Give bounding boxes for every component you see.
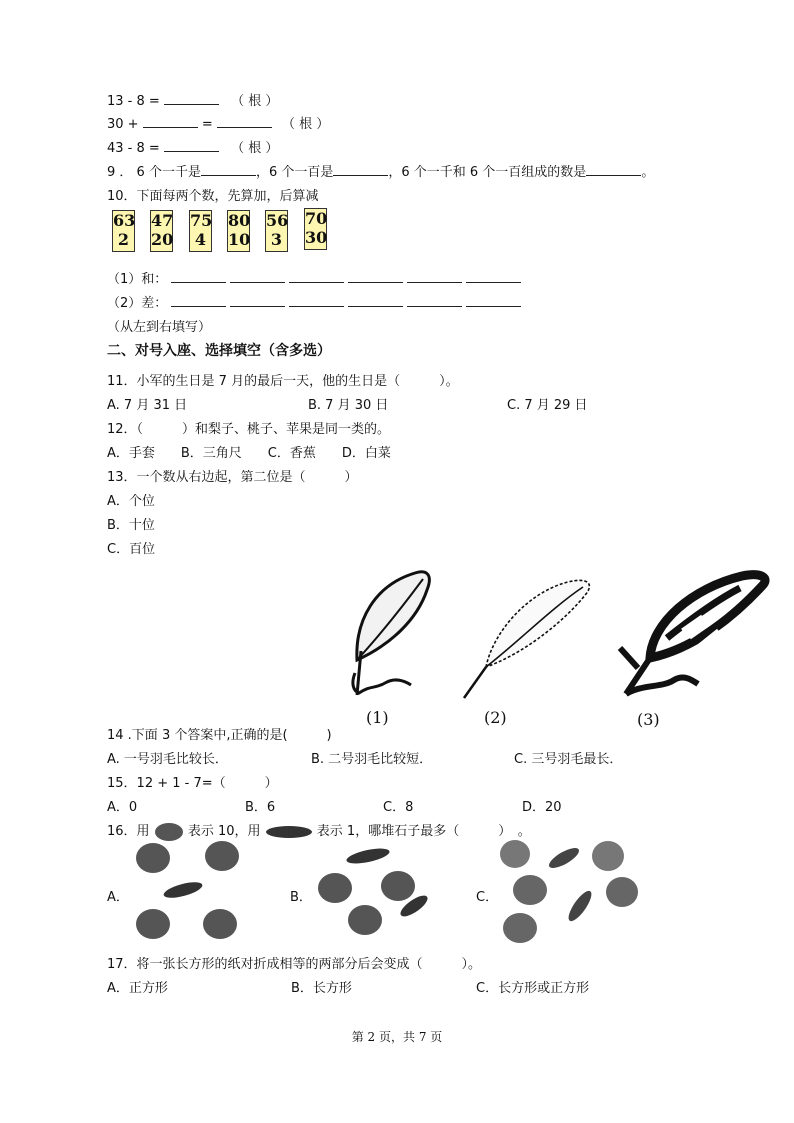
feather-caption-3: (3) [637, 710, 660, 729]
difference-label: （2）差： [107, 296, 168, 311]
unit-label: （ 根 ） [231, 141, 279, 156]
stone-pile-a-icon [128, 838, 253, 946]
difference-row [107, 292, 525, 311]
question-text: ，6 个一百是 [255, 165, 334, 180]
question-15-text: 15．12 + 1 - 7=（ ） [107, 776, 278, 791]
answer-blank[interactable] [201, 163, 256, 176]
question-text: ，6 个一千和 6 个一百组成的数是 [388, 165, 587, 180]
option-c[interactable]: C. 7 月 29 日 [507, 398, 588, 413]
number-card: 80 10 [227, 210, 250, 252]
answer-blank[interactable] [171, 270, 226, 283]
answer-blank[interactable] [407, 294, 462, 307]
option-a[interactable]: A．正方形 [107, 981, 168, 996]
question-12-options[interactable]: A．手套 B．三角尺 C．香蕉 D．白菜 [107, 446, 391, 461]
option-d[interactable]: D．20 [522, 800, 562, 815]
option-c[interactable]: C. 三号羽毛最长． [514, 752, 623, 767]
option-a[interactable]: A．0 [107, 800, 138, 815]
answer-blank[interactable] [348, 270, 403, 283]
unit-label: （ 根 ） [231, 94, 279, 109]
option-a[interactable]: A． [107, 890, 129, 905]
answer-blank[interactable] [348, 294, 403, 307]
equation-text: 30 + [107, 117, 139, 132]
answer-blank[interactable] [289, 270, 344, 283]
number-card: 70 30 [304, 208, 327, 250]
sum-label: （1）和： [107, 272, 168, 287]
answer-blank[interactable] [171, 294, 226, 307]
answer-blank[interactable] [407, 270, 462, 283]
question-text: 。 [641, 165, 655, 180]
answer-blank[interactable] [466, 270, 521, 283]
answer-blank[interactable] [230, 294, 285, 307]
option-a[interactable]: A. 7 月 31 日 [107, 398, 188, 413]
question-12-text: 12．（ ）和梨子、桃子、苹果是同一类的。 [107, 422, 391, 437]
feather-caption-1: (1) [366, 708, 389, 727]
question-10-text: 10．下面每两个数，先算加，后算减 [107, 189, 319, 204]
question-13-text: 13．一个数从右边起，第二位是（ ） [107, 470, 358, 485]
option-c[interactable]: C．百位 [107, 542, 156, 557]
question-9 [107, 161, 654, 180]
option-c[interactable]: C．8 [383, 800, 414, 815]
answer-blank[interactable] [143, 115, 198, 128]
option-b[interactable]: B．长方形 [291, 981, 352, 996]
answer-blank[interactable] [164, 139, 219, 152]
question-text: 表示 1，哪堆石子最多（ ） 。 [316, 824, 531, 839]
answer-blank[interactable] [217, 115, 272, 128]
answer-blank[interactable] [289, 294, 344, 307]
question-11-text: 11．小军的生日是 7 月的最后一天，他的生日是（ ）。 [107, 374, 459, 389]
option-c[interactable]: C． [476, 890, 499, 905]
option-a[interactable]: A. 一号羽毛比较长． [107, 752, 228, 767]
sum-row [107, 268, 525, 287]
option-a[interactable]: A．个位 [107, 494, 155, 509]
equation-line-3 [107, 137, 278, 156]
small-stone-icon [265, 823, 313, 841]
question-text: 9 ． 6 个一千是 [107, 165, 201, 180]
answer-blank[interactable] [466, 294, 521, 307]
option-b[interactable]: B．十位 [107, 518, 155, 533]
stone-pile-b-icon [310, 842, 440, 942]
number-card: 63 2 [112, 210, 135, 252]
page-footer: 第 2 页，共 7 页 [351, 1030, 443, 1044]
option-b[interactable]: B. 二号羽毛比较短． [311, 752, 433, 767]
question-17-text: 17．将一张长方形的纸对折成相等的两部分后会变成（ ）。 [107, 957, 482, 972]
section-title: 二、对号入座、选择填空（含多选） [107, 343, 331, 359]
equation-line-2 [107, 113, 329, 132]
stone-pile-c-icon [498, 834, 638, 946]
number-card: 56 3 [265, 210, 288, 252]
answer-blank[interactable] [164, 92, 219, 105]
question-text: 16．用 [107, 824, 150, 839]
equation-text: 43 - 8 = [107, 141, 160, 156]
question-14-text: 14 .下面 3 个答案中,正确的是( ) [107, 728, 332, 743]
option-b[interactable]: B．6 [245, 800, 276, 815]
answer-blank[interactable] [586, 163, 641, 176]
equation-text: 13 - 8 = [107, 94, 160, 109]
feather-caption-2: (2) [484, 708, 507, 727]
answer-blank[interactable] [230, 270, 285, 283]
answer-blank[interactable] [333, 163, 388, 176]
feather-1-icon [345, 565, 445, 705]
option-c[interactable]: C．长方形或正方形 [476, 981, 590, 996]
feather-3-icon [612, 568, 772, 702]
option-b[interactable]: B. 7 月 30 日 [308, 398, 389, 413]
equation-text: = [201, 117, 213, 132]
option-b[interactable]: B． [290, 890, 312, 905]
number-card: 47 20 [150, 210, 173, 252]
equation-line-1 [107, 90, 278, 109]
unit-label: （ 根 ） [282, 117, 330, 132]
fill-note: （从左到右填写） [107, 320, 212, 335]
number-card: 75 4 [189, 210, 212, 252]
feather-2-icon [458, 572, 598, 704]
question-text: 表示 10，用 [187, 824, 261, 839]
